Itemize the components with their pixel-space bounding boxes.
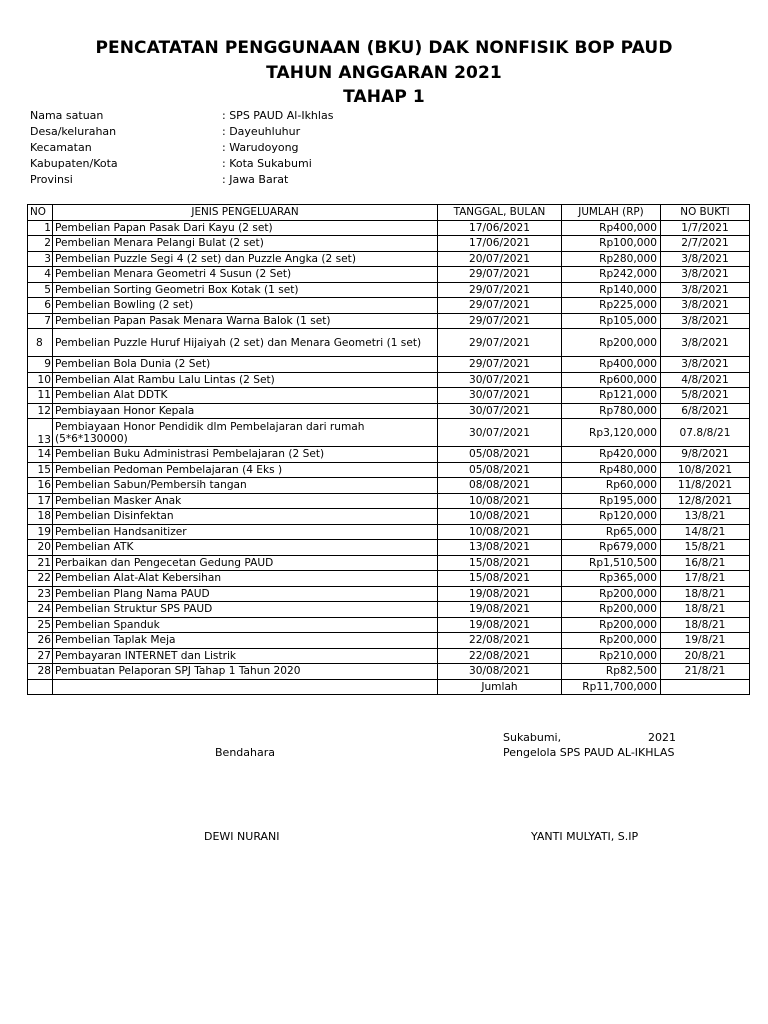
row-amount: Rp195,000 (562, 493, 661, 509)
row-proof-number: 9/8/2021 (661, 447, 750, 463)
document-subtitle-stage: TAHAP 1 (343, 87, 425, 107)
table-row (28, 298, 750, 314)
row-amount: Rp120,000 (562, 509, 661, 525)
info-row-kecamatan (30, 140, 430, 156)
row-date: 15/08/2021 (438, 571, 562, 587)
table-row (28, 236, 750, 252)
row-date: 30/07/2021 (438, 372, 562, 388)
row-amount: Rp200,000 (562, 329, 661, 357)
total-amount: Rp11,700,000 (562, 679, 661, 695)
row-number: 12 (28, 403, 53, 419)
total-label: Jumlah (438, 679, 562, 695)
manager-name: YANTI MULYATI, S.IP (531, 830, 639, 843)
row-amount: Rp140,000 (562, 282, 661, 298)
document-subtitle-year: TAHUN ANGGARAN 2021 (266, 63, 502, 83)
row-amount: Rp400,000 (562, 220, 661, 236)
table-row (28, 388, 750, 404)
table-row (28, 586, 750, 602)
row-number: 14 (28, 447, 53, 463)
row-amount: Rp65,000 (562, 524, 661, 540)
row-description: Pembelian Plang Nama PAUD (53, 586, 438, 602)
row-proof-number: 19/8/21 (661, 633, 750, 649)
row-proof-number: 13/8/21 (661, 509, 750, 525)
row-amount: Rp210,000 (562, 648, 661, 664)
row-proof-number: 3/8/2021 (661, 251, 750, 267)
table-row (28, 419, 750, 447)
table-row (28, 617, 750, 633)
info-row-nama-satuan (30, 108, 430, 124)
row-date: 19/08/2021 (438, 617, 562, 633)
row-proof-number: 18/8/21 (661, 617, 750, 633)
row-amount: Rp60,000 (562, 478, 661, 494)
row-amount: Rp200,000 (562, 633, 661, 649)
table-row (28, 509, 750, 525)
row-number: 24 (28, 602, 53, 618)
row-proof-number: 3/8/2021 (661, 357, 750, 373)
info-value: : Dayeuhluhur (222, 125, 301, 138)
row-proof-number: 4/8/2021 (661, 372, 750, 388)
row-description: Pembelian Alat DDTK (53, 388, 438, 404)
row-number: 7 (28, 313, 53, 329)
info-row-desa (30, 124, 430, 140)
row-description: Pembelian Taplak Meja (53, 633, 438, 649)
row-date: 13/08/2021 (438, 540, 562, 556)
row-description: Pembiayaan Honor Pendidik dlm Pembelajaran dari rumah (5*6*130000) (53, 419, 438, 447)
row-amount: Rp780,000 (562, 403, 661, 419)
row-proof-number: 3/8/2021 (661, 313, 750, 329)
table-row (28, 329, 750, 357)
header-proof: NO BUKTI (661, 205, 750, 221)
row-amount: Rp105,000 (562, 313, 661, 329)
table-row (28, 313, 750, 329)
row-amount: Rp420,000 (562, 447, 661, 463)
row-date: 17/06/2021 (438, 220, 562, 236)
row-proof-number: 12/8/2021 (661, 493, 750, 509)
row-date: 05/08/2021 (438, 447, 562, 463)
header-description: JENIS PENGELUARAN (53, 205, 438, 221)
treasurer-role: Bendahara (215, 746, 275, 759)
row-date: 29/07/2021 (438, 267, 562, 283)
info-row-provinsi (30, 172, 430, 188)
row-proof-number: 3/8/2021 (661, 282, 750, 298)
row-number: 17 (28, 493, 53, 509)
row-amount: Rp480,000 (562, 462, 661, 478)
total-empty-no (28, 679, 53, 695)
row-date: 29/07/2021 (438, 357, 562, 373)
row-description: Pembayaran INTERNET dan Listrik (53, 648, 438, 664)
header-date: TANGGAL, BULAN (438, 205, 562, 221)
row-number: 18 (28, 509, 53, 525)
row-date: 05/08/2021 (438, 462, 562, 478)
table-row (28, 251, 750, 267)
row-number: 2 (28, 236, 53, 252)
row-description: Pembelian Spanduk (53, 617, 438, 633)
row-description: Pembelian Bola Dunia (2 Set) (53, 357, 438, 373)
table-row (28, 493, 750, 509)
row-proof-number: 18/8/21 (661, 586, 750, 602)
info-label: Kecamatan (30, 141, 92, 154)
row-amount: Rp121,000 (562, 388, 661, 404)
row-proof-number: 17/8/21 (661, 571, 750, 587)
row-proof-number: 10/8/2021 (661, 462, 750, 478)
row-date: 30/08/2021 (438, 664, 562, 680)
row-proof-number: 21/8/21 (661, 664, 750, 680)
row-description: Pembelian Menara Geometri 4 Susun (2 Set) (53, 267, 438, 283)
row-number: 4 (28, 267, 53, 283)
header-amount: JUMLAH (RP) (562, 205, 661, 221)
row-amount: Rp1,510,500 (562, 555, 661, 571)
row-proof-number: 1/7/2021 (661, 220, 750, 236)
row-proof-number: 3/8/2021 (661, 298, 750, 314)
table-row (28, 540, 750, 556)
table-row (28, 372, 750, 388)
expense-table (27, 204, 750, 695)
row-description: Pembelian Sabun/Pembersih tangan (53, 478, 438, 494)
table-row (28, 571, 750, 587)
row-date: 29/07/2021 (438, 282, 562, 298)
row-description: Pembelian Struktur SPS PAUD (53, 602, 438, 618)
table-row (28, 524, 750, 540)
table-row (28, 403, 750, 419)
row-amount: Rp100,000 (562, 236, 661, 252)
row-date: 30/07/2021 (438, 419, 562, 447)
signature-year: 2021 (648, 731, 676, 744)
row-date: 08/08/2021 (438, 478, 562, 494)
row-description: Perbaikan dan Pengecetan Gedung PAUD (53, 555, 438, 571)
row-description: Pembelian Papan Pasak Menara Warna Balok (1 set) (53, 313, 438, 329)
table-row (28, 462, 750, 478)
table-row (28, 447, 750, 463)
row-number: 22 (28, 571, 53, 587)
manager-role: Pengelola SPS PAUD AL-IKHLAS (503, 746, 675, 759)
row-date: 19/08/2021 (438, 602, 562, 618)
row-number: 13 (28, 419, 53, 447)
info-label: Nama satuan (30, 109, 104, 122)
table-row (28, 220, 750, 236)
row-proof-number: 07.8/8/21 (661, 419, 750, 447)
row-date: 10/08/2021 (438, 493, 562, 509)
total-empty-proof (661, 679, 750, 695)
row-proof-number: 18/8/21 (661, 602, 750, 618)
row-description: Pembelian Sorting Geometri Box Kotak (1 set) (53, 282, 438, 298)
row-description: Pembelian Puzzle Huruf Hijaiyah (2 set) dan Menara Geometri (1 set) (53, 329, 438, 357)
row-number: 21 (28, 555, 53, 571)
row-number: 27 (28, 648, 53, 664)
info-value: : SPS PAUD Al-Ikhlas (222, 109, 334, 122)
row-description: Pembelian Alat-Alat Kebersihan (53, 571, 438, 587)
row-number: 9 (28, 357, 53, 373)
row-date: 30/07/2021 (438, 403, 562, 419)
row-amount: Rp82,500 (562, 664, 661, 680)
table-row (28, 648, 750, 664)
info-value: : Jawa Barat (222, 173, 289, 186)
row-proof-number: 20/8/21 (661, 648, 750, 664)
row-amount: Rp280,000 (562, 251, 661, 267)
info-value: : Warudoyong (222, 141, 299, 154)
row-proof-number: 11/8/2021 (661, 478, 750, 494)
row-number: 5 (28, 282, 53, 298)
row-proof-number: 5/8/2021 (661, 388, 750, 404)
row-description: Pembelian Alat Rambu Lalu Lintas (2 Set) (53, 372, 438, 388)
row-date: 19/08/2021 (438, 586, 562, 602)
table-row (28, 357, 750, 373)
row-date: 30/07/2021 (438, 388, 562, 404)
row-date: 15/08/2021 (438, 555, 562, 571)
row-amount: Rp365,000 (562, 571, 661, 587)
row-description: Pembelian Menara Pelangi Bulat (2 set) (53, 236, 438, 252)
info-label: Kabupaten/Kota (30, 157, 118, 170)
row-number: 25 (28, 617, 53, 633)
row-amount: Rp3,120,000 (562, 419, 661, 447)
row-number: 28 (28, 664, 53, 680)
row-amount: Rp600,000 (562, 372, 661, 388)
row-description: Pembiayaan Honor Kepala (53, 403, 438, 419)
row-amount: Rp200,000 (562, 586, 661, 602)
row-number: 26 (28, 633, 53, 649)
row-proof-number: 14/8/21 (661, 524, 750, 540)
table-header-row (28, 205, 750, 221)
row-amount: Rp679,000 (562, 540, 661, 556)
treasurer-name: DEWI NURANI (204, 830, 280, 843)
header-no: NO (28, 205, 53, 221)
row-number: 1 (28, 220, 53, 236)
row-proof-number: 15/8/21 (661, 540, 750, 556)
row-description: Pembelian Masker Anak (53, 493, 438, 509)
row-description: Pembuatan Pelaporan SPJ Tahap 1 Tahun 2020 (53, 664, 438, 680)
row-date: 17/06/2021 (438, 236, 562, 252)
row-proof-number: 3/8/2021 (661, 329, 750, 357)
info-label: Desa/kelurahan (30, 125, 117, 138)
table-row (28, 555, 750, 571)
row-date: 22/08/2021 (438, 648, 562, 664)
row-description: Pembelian Puzzle Segi 4 (2 set) dan Puzzle Angka (2 set) (53, 251, 438, 267)
table-row (28, 633, 750, 649)
row-description: Pembelian Handsanitizer (53, 524, 438, 540)
row-date: 29/07/2021 (438, 298, 562, 314)
row-description: Pembelian Bowling (2 set) (53, 298, 438, 314)
table-row (28, 478, 750, 494)
row-number: 20 (28, 540, 53, 556)
row-amount: Rp200,000 (562, 602, 661, 618)
row-description: Pembelian Buku Administrasi Pembelajaran (2 Set) (53, 447, 438, 463)
row-description: Pembelian Disinfektan (53, 509, 438, 525)
row-proof-number: 6/8/2021 (661, 403, 750, 419)
row-date: 10/08/2021 (438, 524, 562, 540)
row-description: Pembelian Pedoman Pembelajaran (4 Eks ) (53, 462, 438, 478)
row-date: 29/07/2021 (438, 313, 562, 329)
row-amount: Rp400,000 (562, 357, 661, 373)
row-date: 22/08/2021 (438, 633, 562, 649)
row-number: 11 (28, 388, 53, 404)
row-description: Pembelian Papan Pasak Dari Kayu (2 set) (53, 220, 438, 236)
info-row-kabupaten (30, 156, 430, 172)
row-amount: Rp225,000 (562, 298, 661, 314)
row-proof-number: 3/8/2021 (661, 267, 750, 283)
row-number: 19 (28, 524, 53, 540)
info-value: : Kota Sukabumi (222, 157, 312, 170)
row-description: Pembelian ATK (53, 540, 438, 556)
table-row (28, 664, 750, 680)
total-empty-desc (53, 679, 438, 695)
row-number: 23 (28, 586, 53, 602)
table-row (28, 267, 750, 283)
table-row (28, 602, 750, 618)
row-amount: Rp242,000 (562, 267, 661, 283)
signature-place: Sukabumi, (503, 731, 562, 744)
row-date: 20/07/2021 (438, 251, 562, 267)
row-amount: Rp200,000 (562, 617, 661, 633)
row-number: 3 (28, 251, 53, 267)
row-number: 15 (28, 462, 53, 478)
info-label: Provinsi (30, 173, 73, 186)
table-row (28, 282, 750, 298)
row-proof-number: 2/7/2021 (661, 236, 750, 252)
row-number: 8 (28, 329, 53, 357)
row-number: 10 (28, 372, 53, 388)
institution-info (30, 108, 430, 188)
row-number: 16 (28, 478, 53, 494)
row-proof-number: 16/8/21 (661, 555, 750, 571)
table-body (28, 220, 750, 695)
row-date: 29/07/2021 (438, 329, 562, 357)
row-date: 10/08/2021 (438, 509, 562, 525)
document-title: PENCATATAN PENGGUNAAN (BKU) DAK NONFISIK BOP PAUD (95, 38, 673, 58)
total-row (28, 679, 750, 695)
row-number: 6 (28, 298, 53, 314)
